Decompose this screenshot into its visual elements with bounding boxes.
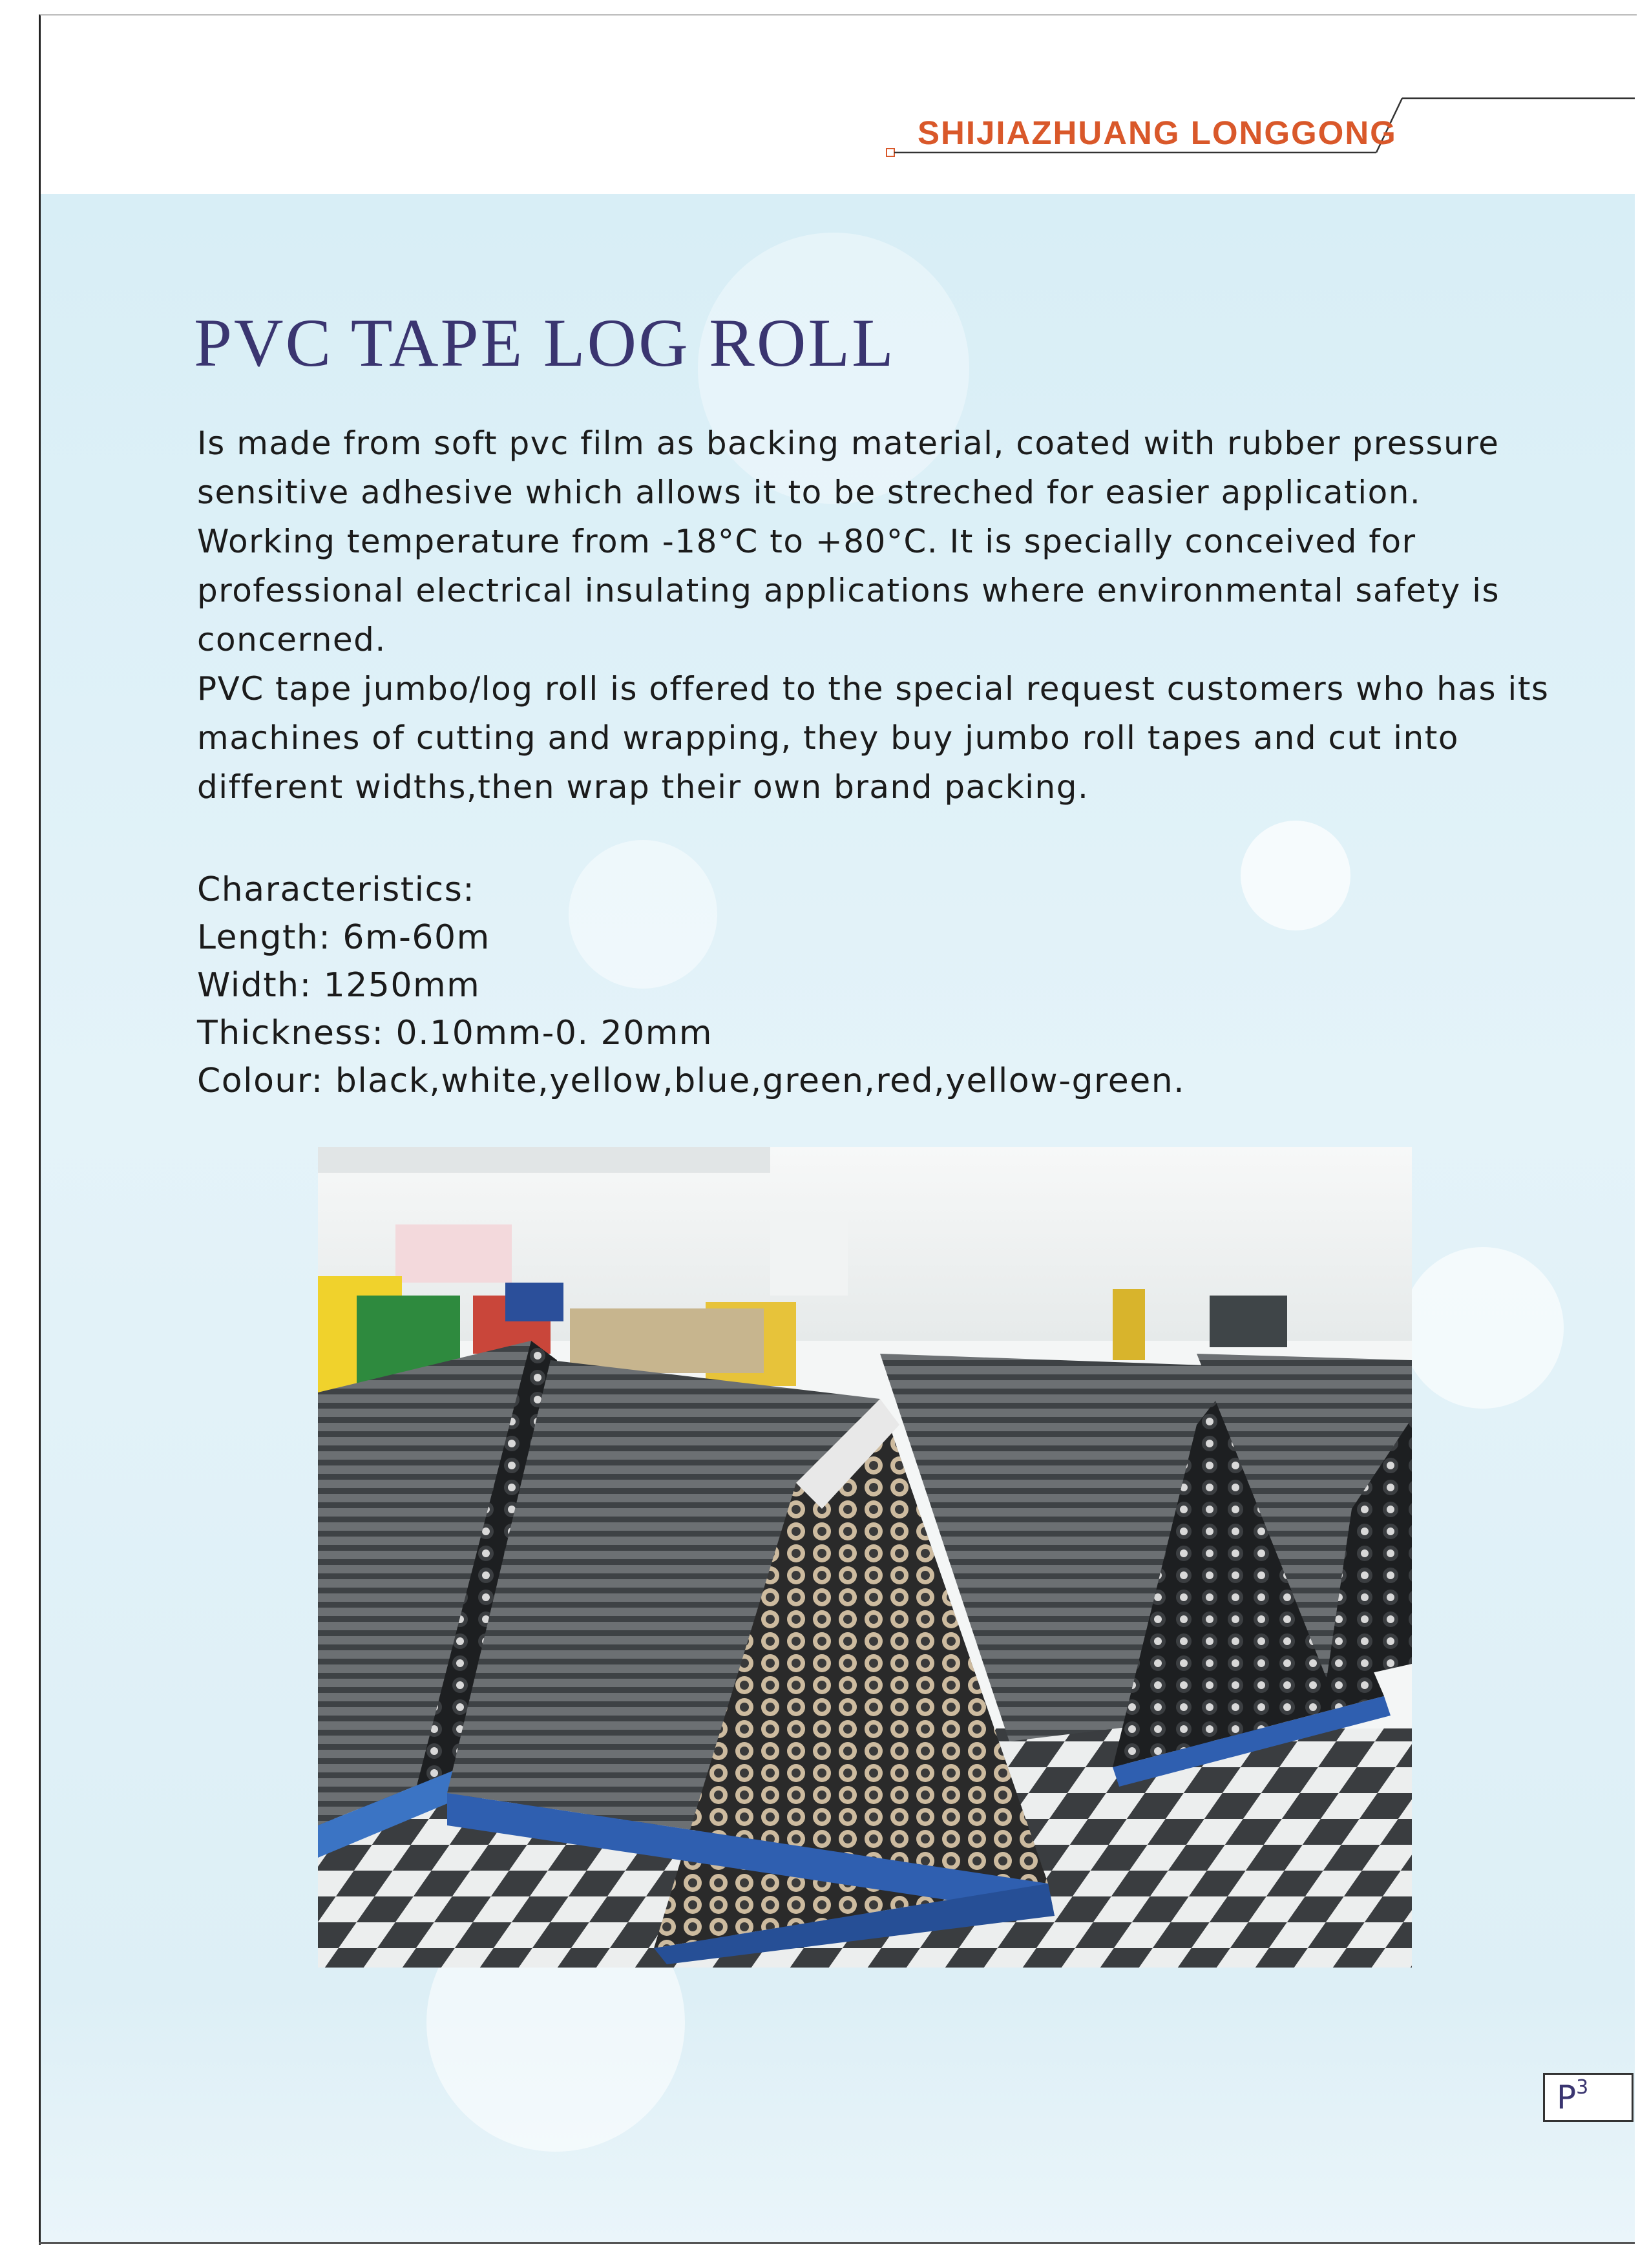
characteristics-heading: Characteristics: xyxy=(197,870,476,909)
page-number-prefix: P xyxy=(1557,2079,1577,2116)
spec-colour: Colour: black,white,yellow,blue,green,red,yellow-green. xyxy=(197,1062,1186,1100)
description-paragraph: Is made from soft pvc film as backing material, coated with rubber pressure sensitive adhesive which allows it to be streched for easier application. Working temperature from -18°C to +80°C. It is specially conceived for professional electrical insulating applications where environmental safety is concerned. xyxy=(197,425,1500,658)
decorative-bubble xyxy=(1402,1247,1564,1409)
page-background-tint-lower xyxy=(41,1997,1635,2243)
log-roll-stacks-illustration xyxy=(318,1147,1412,1968)
spec-length: Length: 6m-60m xyxy=(197,918,490,957)
company-name: SHIJIAZHUANG LONGGONG xyxy=(918,114,1397,151)
decorative-bubble xyxy=(1241,821,1350,930)
product-description xyxy=(197,419,1567,812)
warehouse-photo xyxy=(318,1147,1412,1968)
page-bottom-edge xyxy=(39,2242,1635,2244)
page-title: PVC TAPE LOG ROLL xyxy=(194,305,896,381)
description-paragraph: PVC tape jumbo/log roll is offered to the special request customers who has its machines of cutting and wrapping, they buy jumbo roll tapes and cut into different widths,then wrap their own brand packing. xyxy=(197,670,1549,806)
spec-width: Width: 1250mm xyxy=(197,966,481,1005)
page-number-badge xyxy=(1543,2073,1633,2122)
spec-thickness: Thickness: 0.10mm-0. 20mm xyxy=(197,1014,713,1053)
page-number-value: 3 xyxy=(1576,2076,1589,2099)
characteristics-list xyxy=(197,866,1185,1105)
